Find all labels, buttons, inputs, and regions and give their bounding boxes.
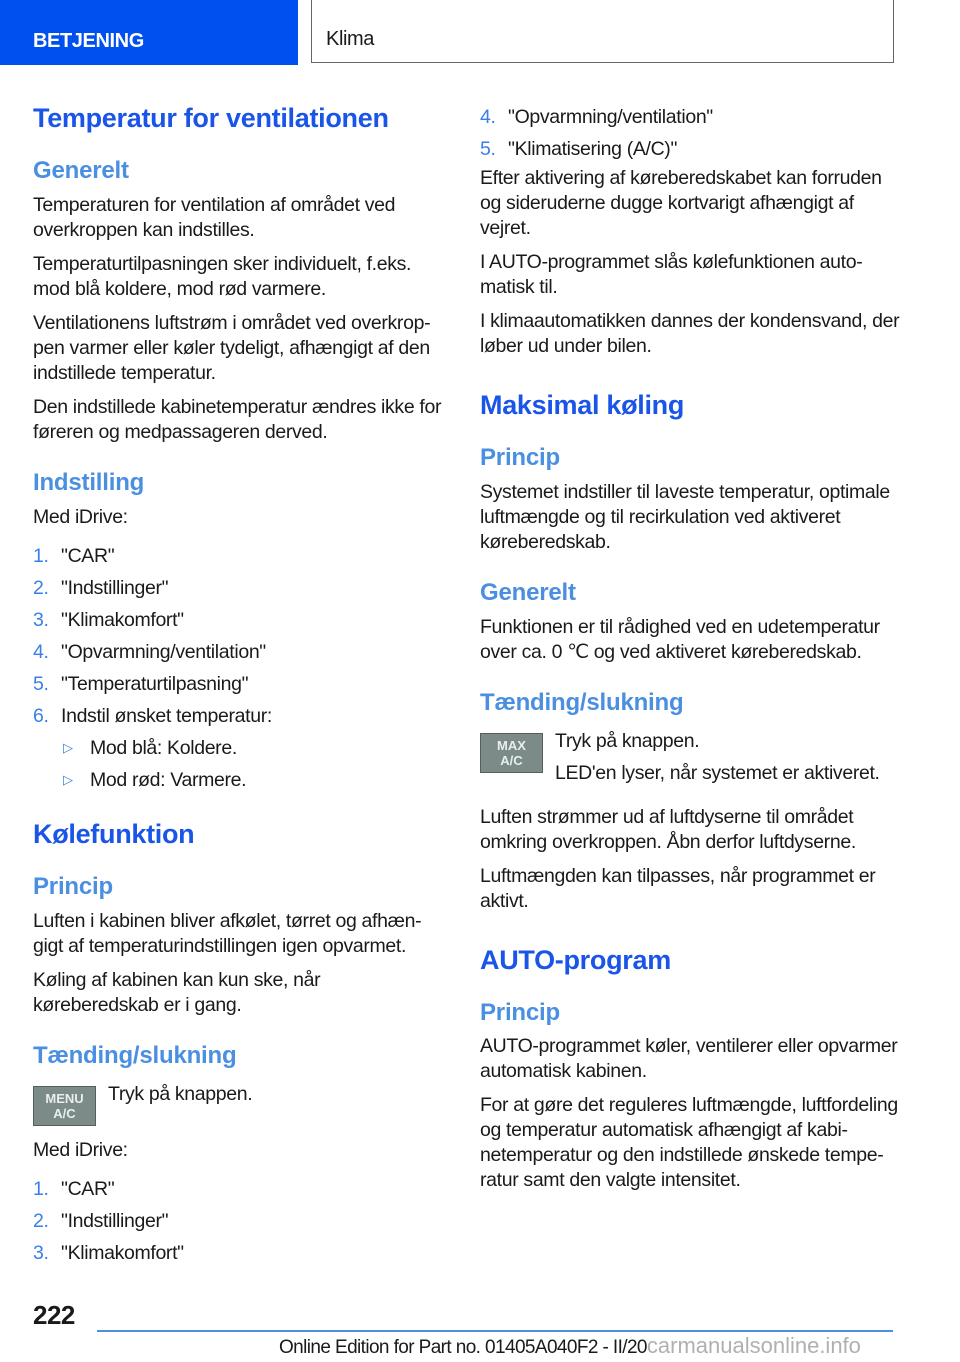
- subsection-heading: Princip: [480, 998, 560, 1026]
- edition-text: Online Edition for Part no. 01405A040F2 - II/20: [279, 1337, 647, 1358]
- list-number: 2.: [33, 1210, 49, 1232]
- subsection-heading: Princip: [33, 873, 113, 900]
- subsection-heading: Princip: [480, 444, 560, 471]
- paragraph: I AUTO-programmet slås kølefunktionen automatisk til.: [480, 251, 863, 298]
- instruction-texts: [555, 729, 880, 793]
- list-number: 4.: [480, 106, 496, 128]
- page-number: 222: [33, 1300, 75, 1330]
- button-icon-label: MAX: [497, 737, 526, 753]
- paragraph: Med iDrive:: [33, 505, 128, 528]
- paragraph: Luften strømmer ud af luftdyserne til området omkring overkroppen. Åbn derfor luftdyserne.: [480, 805, 856, 853]
- list-number: 3.: [33, 1242, 49, 1264]
- list-item-text: "Opvarmning/ventilation": [508, 106, 713, 128]
- triangle-bullet-icon: ▷: [63, 740, 73, 755]
- list-item: [33, 604, 443, 636]
- list-item: [33, 700, 443, 732]
- section-heading: AUTO-program: [480, 944, 671, 975]
- list-item-text: "Indstillinger": [61, 1210, 169, 1232]
- list-item-text: "Temperaturtilpasning": [61, 673, 249, 695]
- paragraph: I klimaautomatikken dannes der kondensvand, der løber ud under bilen.: [480, 310, 900, 357]
- bullet-item-text: Mod blå: Koldere.: [90, 737, 237, 759]
- subsection-heading: Generelt: [33, 157, 129, 184]
- list-item-text: "Klimakomfort": [61, 1242, 184, 1264]
- list-number: 1.: [33, 545, 49, 567]
- bullet-item: [33, 732, 443, 764]
- paragraph: Med iDrive:: [33, 1138, 128, 1161]
- list-number: 5.: [33, 673, 49, 695]
- instruction-texts: [108, 1082, 252, 1126]
- instruction-text: Tryk på knappen.: [555, 729, 700, 752]
- paragraph: Efter aktivering af køreberedskabet kan forruden og sideruderne dugge kortvarigt afhængigt af vejret.: [480, 167, 882, 239]
- section-heading: Kølefunktion: [33, 819, 195, 849]
- left-column: [33, 101, 443, 1270]
- button-icon-label: A/C: [500, 752, 523, 768]
- list-number: 4.: [33, 641, 49, 663]
- bullet-item-text: Mod rød: Varmere.: [90, 769, 247, 791]
- section-tab: [0, 0, 298, 65]
- list-item: [33, 636, 443, 668]
- footer-text: [279, 1333, 861, 1359]
- section-heading: Temperatur for ventilationen: [33, 103, 389, 133]
- menu-ac-button-icon: [33, 1086, 96, 1126]
- paragraph: Systemet indstiller til laveste temperatur, optimale luftmængde og til recirkulation ved aktiveret køreberedskab.: [480, 480, 890, 553]
- bullet-item: [33, 764, 443, 796]
- list-item-text: "CAR": [61, 545, 115, 567]
- paragraph: Temperaturtilpasningen sker individuelt, f.eks. mod blå koldere, mod rød varmere.: [33, 252, 412, 300]
- paragraph: Luften i kabinen bliver afkølet, tørret og afhængigt af temperaturindstillingen igen opvarmet.: [33, 909, 422, 957]
- triangle-bullet-icon: ▷: [63, 772, 73, 787]
- paragraph: Køling af kabinen kan kun ske, når køreberedskab er i gang.: [33, 968, 321, 1016]
- list-item: [480, 133, 900, 165]
- list-item-text: Indstil ønsket temperatur:: [61, 705, 272, 727]
- list-number: 3.: [33, 609, 49, 631]
- button-icon-label: MENU: [45, 1090, 84, 1106]
- instruction-text: Tryk på knappen.: [108, 1082, 253, 1105]
- numbered-list: [33, 539, 443, 798]
- button-instruction: [480, 725, 900, 805]
- right-column: [480, 101, 900, 1202]
- subsection-heading: Tænding/slukning: [480, 689, 684, 716]
- paragraph: Ventilationens luftstrøm i området ved overkroppen varmer eller køler tydeligt, afhængigt af den indstillede temperatur.: [33, 311, 431, 384]
- list-number: 1.: [33, 1178, 49, 1200]
- list-item-text: "Indstillinger": [61, 577, 169, 599]
- subsection-heading: Generelt: [480, 579, 576, 606]
- button-icon-label: A/C: [53, 1105, 76, 1121]
- subsection-heading: Tænding/slukning: [33, 1042, 237, 1069]
- footer-divider: [97, 1330, 893, 1332]
- numbered-list: [33, 1172, 443, 1271]
- paragraph: Funktionen er til rådighed ved en udetemperatur over ca. 0 ℃ og ved aktiveret køreberedskab.: [480, 615, 880, 663]
- list-item-text: "Klimatisering (A/C)": [508, 138, 678, 160]
- list-item: [33, 540, 443, 572]
- list-item-text: "Opvarmning/ventilation": [61, 641, 266, 663]
- chapter-title: Klima: [326, 28, 375, 50]
- list-item: [33, 1205, 443, 1237]
- instruction-text: LED'en lyser, når systemet er aktiveret.: [555, 761, 880, 784]
- list-item: [33, 1237, 443, 1269]
- section-heading: Maksimal køling: [480, 390, 685, 420]
- numbered-list: [480, 101, 900, 166]
- paragraph: Den indstillede kabinetemperatur ændres ikke for føreren og medpassageren derved.: [33, 395, 442, 443]
- button-instruction: [33, 1078, 443, 1138]
- section-title: BETJENING: [33, 30, 144, 52]
- paragraph: Luftmængden kan tilpasses, når programmet er aktivt.: [480, 864, 876, 912]
- subsection-heading: Indstilling: [33, 469, 145, 496]
- list-item: [33, 668, 443, 700]
- list-item-text: "CAR": [61, 1178, 115, 1200]
- max-ac-button-icon: [480, 733, 543, 773]
- paragraph: Temperaturen for ventilation af området ved overkroppen kan indstilles.: [33, 193, 396, 241]
- list-item: [480, 101, 900, 133]
- paragraph: For at gøre det reguleres luftmængde, luftfordeling og temperatur automatisk afhængigt af kabinetemperatur og den indstillede ønskede temperatur samt den valgte intensitet.: [480, 1094, 898, 1191]
- paragraph: AUTO-programmet køler, ventilerer eller opvarmer automatisk kabinen.: [480, 1035, 898, 1082]
- list-number: 2.: [33, 577, 49, 599]
- list-number: 5.: [480, 138, 496, 160]
- list-item: [33, 1173, 443, 1205]
- list-item: [33, 572, 443, 604]
- list-number: 6.: [33, 705, 49, 727]
- watermark: carmanualsonline.info: [646, 1333, 861, 1358]
- list-item-text: "Klimakomfort": [61, 609, 184, 631]
- chapter-tab: [311, 0, 894, 63]
